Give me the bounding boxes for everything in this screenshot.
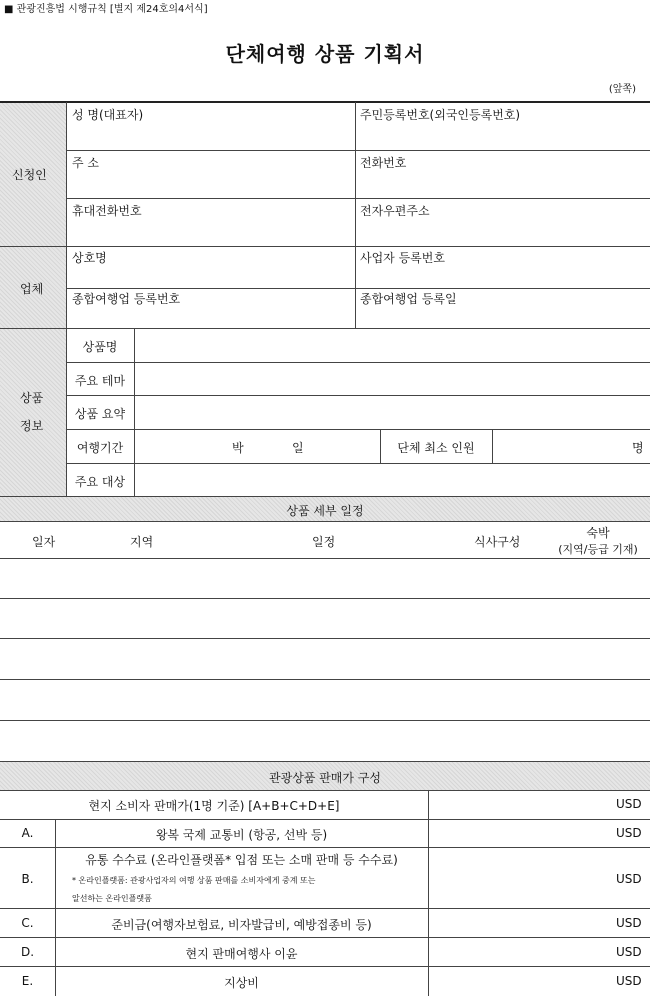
product-section-label-line1: 상품 (20, 391, 44, 405)
business-regno-field-label: 사업자 등록번호 (360, 251, 445, 265)
min-group-size-field-label: 단체 최소 인원 (397, 441, 475, 455)
pricing-section-title: 관광상품 판매가 구성 (269, 771, 381, 785)
product-summary-field-label: 상품 요약 (74, 407, 126, 421)
item-b-note-line1: * 온라인플랫폼: 관광사업자의 여행 상품 판매를 소비자에게 중계 또는 (72, 876, 316, 885)
schedule-col-meals: 식사구성 (474, 535, 521, 549)
schedule-col-region: 지역 (130, 535, 154, 549)
item-b-label: 유통 수수료 (온라인플랫폼* 입점 또는 소매 판매 등 수수료) (85, 853, 398, 867)
schedule-section-title: 상품 세부 일정 (286, 504, 364, 518)
schedule-col-lodging-note: (지역/등급 기재) (558, 543, 638, 556)
total-price-label: 현지 소비자 판매가(1명 기준) [A+B+C+D+E] (88, 799, 340, 813)
item-b-currency: USD (616, 872, 642, 886)
main-theme-field-label: 주요 테마 (74, 374, 126, 388)
item-b-note-line2: 알선하는 온라인플랫폼 (72, 894, 152, 903)
item-d-currency: USD (616, 945, 642, 959)
phone-field-label: 전화번호 (360, 156, 407, 170)
agency-regno-field-label: 종합여행업 등록번호 (72, 292, 181, 306)
item-e-currency: USD (616, 974, 642, 988)
travel-period-field-label: 여행기간 (76, 441, 124, 455)
nights-unit: 박 (232, 441, 244, 455)
item-b-letter: B. (21, 872, 34, 886)
applicant-section-label: 신청인 (12, 168, 47, 182)
item-c-letter: C. (21, 916, 34, 930)
company-section-label: 업체 (20, 282, 44, 296)
total-price-currency: USD (616, 797, 642, 811)
product-section-label-line2: 정보 (20, 419, 44, 433)
trade-name-field-label: 상호명 (72, 251, 107, 265)
item-a-letter: A. (21, 826, 34, 840)
form-reference-note: ■ 관광진흥법 시행규칙 [별지 제24호의4서식] (4, 4, 208, 15)
item-e-label: 지상비 (224, 976, 259, 990)
item-c-label: 준비금(여행자보험료, 비자발급비, 예방접종비 등) (111, 918, 372, 932)
item-a-label: 왕복 국제 교통비 (항공, 선박 등) (155, 828, 328, 842)
item-e-letter: E. (21, 974, 34, 988)
address-field-label: 주 소 (72, 156, 99, 170)
item-c-currency: USD (616, 916, 642, 930)
front-side-mark: (앞쪽) (608, 84, 636, 95)
agency-regdate-field-label: 종합여행업 등록일 (360, 292, 457, 306)
persons-unit: 명 (632, 441, 644, 455)
mobile-field-label: 휴대전화번호 (72, 204, 142, 218)
product-label-cell (0, 329, 66, 496)
item-d-label: 현지 판매여행사 이윤 (185, 947, 298, 961)
form-title: 단체여행 상품 기획서 (225, 42, 425, 66)
product-name-field-label: 상품명 (82, 340, 118, 354)
schedule-col-lodging: 숙박 (586, 526, 610, 540)
main-target-field-label: 주요 대상 (74, 475, 126, 489)
registration-number-field-label: 주민등록번호(외국인등록번호) (360, 108, 521, 122)
days-unit: 일 (292, 441, 304, 455)
schedule-col-date: 일자 (32, 535, 56, 549)
item-d-letter: D. (20, 945, 35, 959)
item-a-currency: USD (616, 826, 642, 840)
schedule-col-itinerary: 일정 (312, 535, 336, 549)
email-field-label: 전자우편주소 (360, 204, 430, 218)
name-field-label: 성 명(대표자) (72, 108, 144, 122)
